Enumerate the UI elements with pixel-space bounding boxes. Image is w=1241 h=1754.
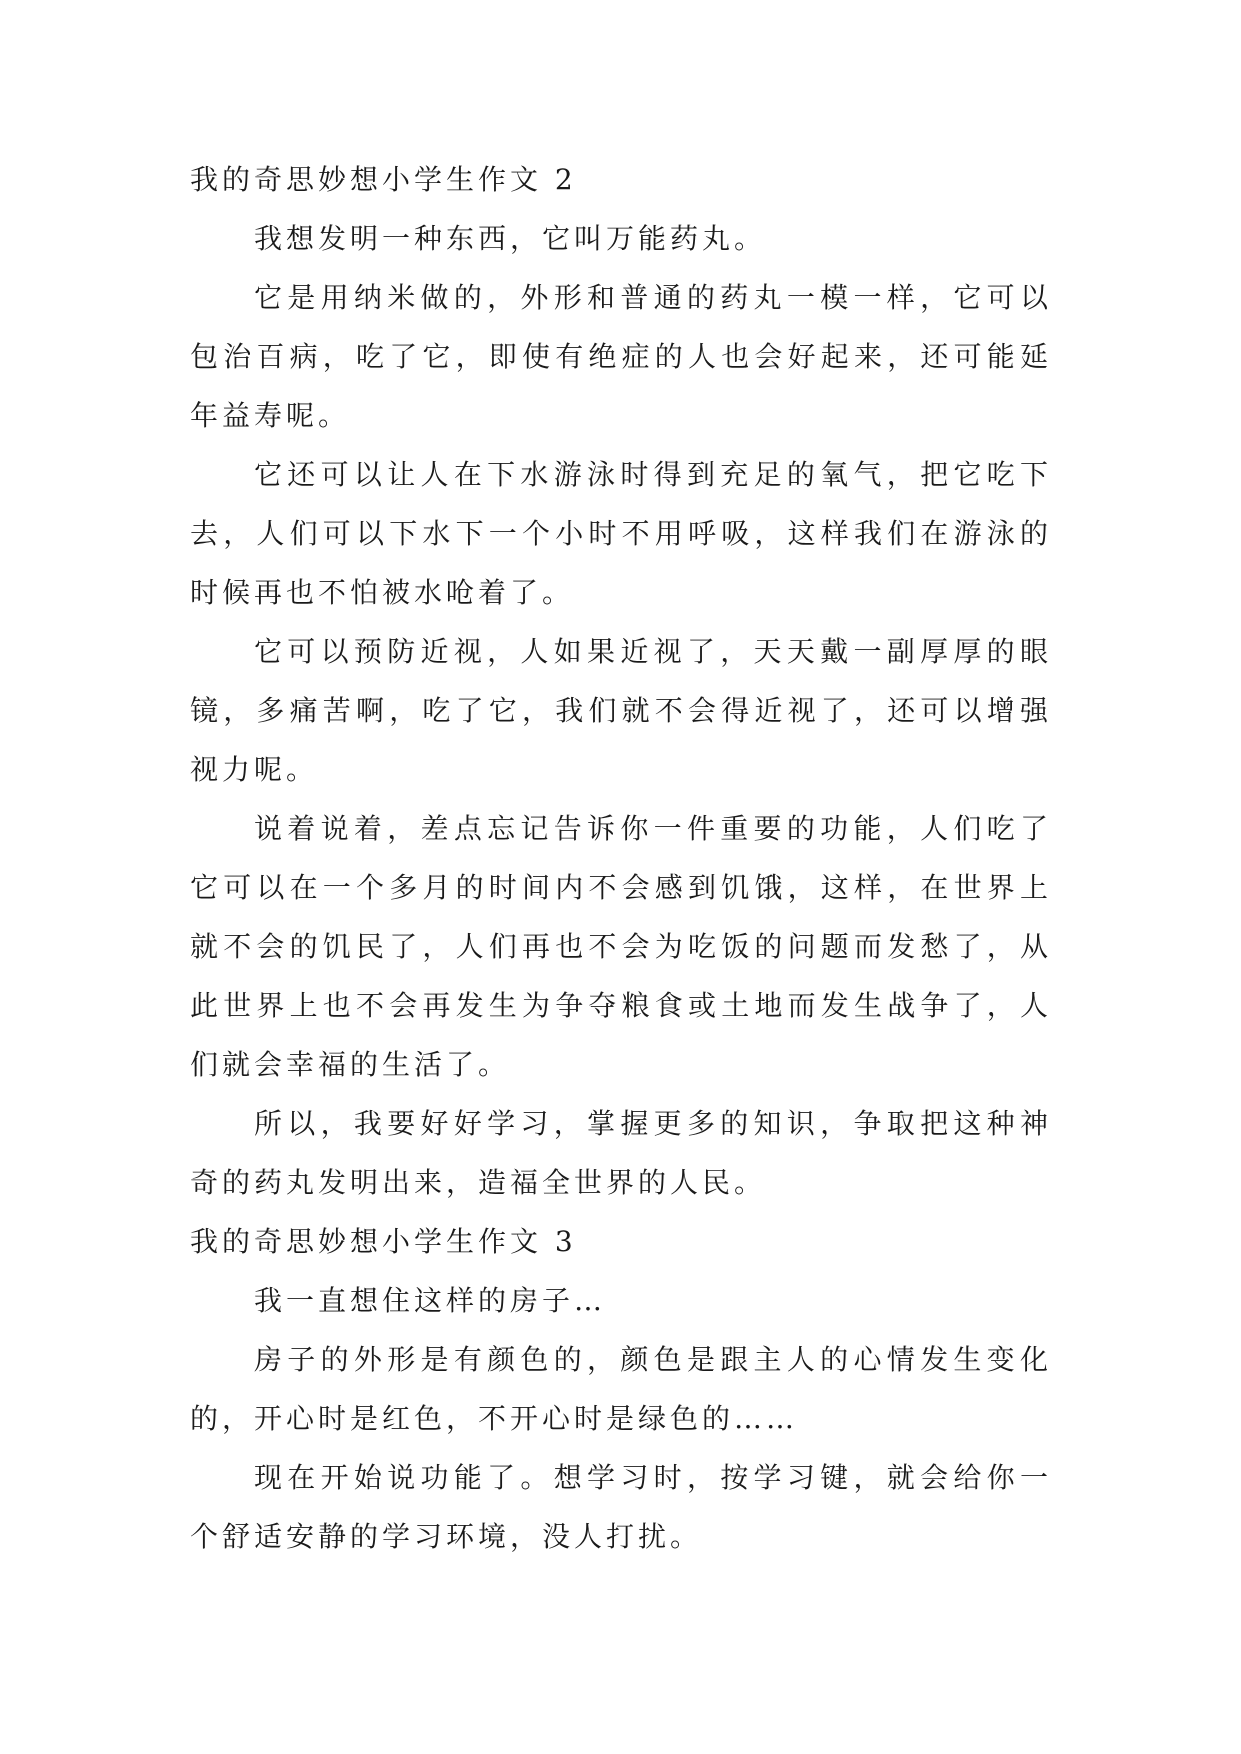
paragraph: 它可以预防近视，人如果近视了，天天戴一副厚厚的眼镜，多痛苦啊，吃了它，我们就不会得近视了，还可以增强视力呢。	[190, 635, 1052, 786]
paragraph: 房子的外形是有颜色的，颜色是跟主人的心情发生变化的，开心时是红色，不开心时是绿色的……	[190, 1343, 1052, 1435]
essay-section-3	[190, 1212, 1052, 1566]
paragraph: 我想发明一种东西，它叫万能药丸。	[254, 222, 767, 255]
paragraph: 说着说着，差点忘记告诉你一件重要的功能，人们吃了它可以在一个多月的时间内不会感到饥饿，这样，在世界上就不会的饥民了，人们再也不会为吃饭的问题而发愁了，从此世界上也不会再发生为争夺粮食或土地而发生战争了，人们就会幸福的生活了。	[190, 812, 1052, 1081]
essay-section-2	[190, 150, 1052, 1212]
paragraph: 现在开始说功能了。想学习时，按学习键，就会给你一个舒适安静的学习环境，没人打扰。	[190, 1461, 1052, 1553]
section-title: 我的奇思妙想小学生作文 2	[190, 163, 577, 196]
paragraph: 我一直想住这样的房子…	[254, 1284, 607, 1317]
paragraph: 它是用纳米做的，外形和普通的药丸一模一样，它可以包治百病，吃了它，即使有绝症的人也会好起来，还可能延年益寿呢。	[190, 281, 1052, 432]
section-title: 我的奇思妙想小学生作文 3	[190, 1225, 577, 1258]
paragraph: 所以，我要好好学习，掌握更多的知识，争取把这种神奇的药丸发明出来，造福全世界的人民。	[190, 1107, 1052, 1199]
document-page	[190, 150, 1052, 1566]
paragraph: 它还可以让人在下水游泳时得到充足的氧气，把它吃下去，人们可以下水下一个小时不用呼吸，这样我们在游泳的时候再也不怕被水呛着了。	[190, 458, 1052, 609]
